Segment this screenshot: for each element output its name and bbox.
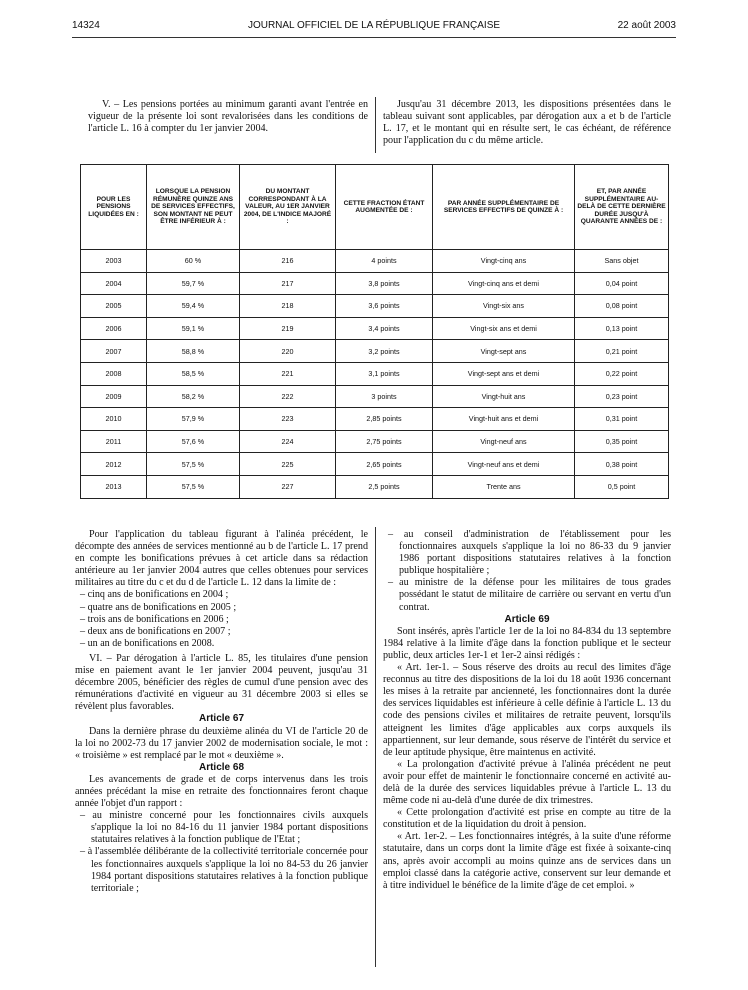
table-cell: 2011	[81, 430, 147, 453]
table-cell: 2,65 points	[336, 453, 433, 476]
table-cell: 3,6 points	[336, 295, 433, 318]
list-item: – quatre ans de bonifications en 2005 ;	[80, 601, 237, 613]
article-68-text: Les avancements de grade et de corps intervenus dans les trois années précédant la mise en retraite des fonctionnaires feront chaque année l'objet d'un rapport :	[75, 773, 368, 810]
table-cell: Vingt-neuf ans	[433, 430, 575, 453]
right-column	[383, 529, 671, 892]
column-header: PAR ANNÉE SUPPLÉMENTAIRE DE SERVICES EFFECTIFS DE QUINZE À :	[433, 165, 575, 250]
column-header: POUR LES PENSIONS LIQUIDÉES EN :	[81, 165, 147, 250]
table-cell: Vingt-cinq ans	[433, 250, 575, 273]
table-cell: 220	[240, 340, 336, 363]
table-cell: 57,5 %	[147, 453, 240, 476]
table-cell: Sans objet	[575, 250, 669, 273]
column-header: CETTE FRACTION ÉTANT AUGMENTÉE DE :	[336, 165, 433, 250]
table-row	[81, 317, 669, 340]
article-69-title: Article 69	[504, 613, 550, 625]
table-cell: 2004	[81, 272, 147, 295]
table-cell: 58,5 %	[147, 362, 240, 385]
article-67-title: Article 67	[198, 713, 245, 725]
table-cell: 0,23 point	[575, 385, 669, 408]
table-cell: 59,1 %	[147, 317, 240, 340]
list-item: – à l'assemblée délibérante de la collectivité territoriale concernée pour les fonctionnaires auxquels s'applique la loi no 84-53 du 26 janvier 1984 portant dispositions statutaires relatives à la fonction publique territoriale ;	[80, 846, 368, 894]
column-header: ET, PAR ANNÉE SUPPLÉMENTAIRE AU-DELÀ DE CETTE DERNIÈRE DURÉE JUSQU'À QUARANTE ANNÉES DE :	[575, 165, 669, 250]
table-cell: 2,75 points	[336, 430, 433, 453]
table-cell: 227	[240, 475, 336, 498]
table-cell: 218	[240, 295, 336, 318]
table-row	[81, 453, 669, 476]
table-row	[81, 272, 669, 295]
table-cell: 2003	[81, 250, 147, 273]
table-cell: 0,21 point	[575, 340, 669, 363]
header-rule	[72, 37, 676, 38]
table-cell: Vingt-six ans	[433, 295, 575, 318]
table-cell: 59,7 %	[147, 272, 240, 295]
table-row	[81, 385, 669, 408]
table-cell: Vingt-huit ans	[433, 385, 575, 408]
table-row	[81, 250, 669, 273]
column-header: LORSQUE LA PENSION RÉMUNÈRE QUINZE ANS DE SERVICES EFFECTIFS, SON MONTANT NE PEUT ÊTRE INFÉRIEUR À :	[147, 165, 240, 250]
table-cell: 57,9 %	[147, 408, 240, 431]
list-item: – au ministre de la défense pour les militaires de tous grades possédant le statut de militaire de carrière ou servant en vertu d'un contrat.	[388, 577, 671, 613]
table-cell: 2005	[81, 295, 147, 318]
table-cell: 2006	[81, 317, 147, 340]
table-cell: 2013	[81, 475, 147, 498]
quote-article-1-2: « Art. 1er-2. – Les fonctionnaires intégrés, à la suite d'une réforme statutaire, dans un corps dont la limite d'âge est fixée à soixante-cinq ans, après avoir accompli au moins quinze ans de services dans un emploi classé dans la catégorie active, conservent sur leur demande et à titre individuel le bénéfice de la limite d'âge de cet emploi. »	[383, 831, 671, 891]
table-cell: 3 points	[336, 385, 433, 408]
table-cell: 2010	[81, 408, 147, 431]
table-cell: 0,35 point	[575, 430, 669, 453]
journal-title: JOURNAL OFFICIEL DE LA RÉPUBLIQUE FRANÇAISE	[247, 20, 501, 31]
quote-prolongation: « La prolongation d'activité prévue à l'alinéa précédent ne peut avoir pour effet de maintenir le fonctionnaire concerné en activité au-delà de la durée des services liquidables prévue à l'article L. 13 du même code ni au-delà d'une durée de dix trimestres.	[383, 758, 671, 807]
table-cell: 2,5 points	[336, 475, 433, 498]
table-cell: 216	[240, 250, 336, 273]
table-cell: 3,8 points	[336, 272, 433, 295]
table-row	[81, 295, 669, 318]
table-header-row	[81, 165, 669, 250]
table-cell: Vingt-sept ans et demi	[433, 362, 575, 385]
table-cell: 2008	[81, 362, 147, 385]
table-cell: 58,2 %	[147, 385, 240, 408]
table-cell: 2,85 points	[336, 408, 433, 431]
paragraph-vi: VI. – Par dérogation à l'article L. 85, les titulaires d'une pension mise en paiement avant le 1er janvier 2004 peuvent, jusqu'au 31 décembre 2005, bénéficier des règles de cumul d'une pension avec des rémunérations d'activité en vigueur au 31 décembre 2003 si elles se révèlent plus favorables.	[75, 652, 368, 713]
article-68-title: Article 68	[198, 761, 245, 773]
table-cell: 58,8 %	[147, 340, 240, 363]
table-cell: 0,38 point	[575, 453, 669, 476]
table-cell: 0,22 point	[575, 362, 669, 385]
table-cell: 3,4 points	[336, 317, 433, 340]
intro-left	[88, 99, 368, 135]
table-cell: 222	[240, 385, 336, 408]
list-item: – au ministre concerné pour les fonctionnaires civils auxquels s'applique la loi no 84-16 du 11 janvier 1984 portant dispositions statutaires relatives à la fonction publique de l'Etat ;	[80, 810, 368, 846]
article-69-text: Sont insérés, après l'article 1er de la loi no 84-834 du 13 septembre 1984 relative à la limite d'âge dans la fonction publique et le secteur public, deux articles 1er-1 et 1er-2 ainsi rédigés :	[383, 625, 671, 661]
table-cell: 225	[240, 453, 336, 476]
table-cell: 2009	[81, 385, 147, 408]
table-cell: 0,04 point	[575, 272, 669, 295]
table-cell: 219	[240, 317, 336, 340]
quote-prise-en-compte: « Cette prolongation d'activité est prise en compte au titre de la constitution et de la liquidation du droit à pension.	[383, 807, 671, 831]
table-row	[81, 430, 669, 453]
table-cell: 223	[240, 408, 336, 431]
table-cell: Vingt-six ans et demi	[433, 317, 575, 340]
page-number: 14324	[72, 20, 100, 31]
list-item: – un an de bonifications en 2008.	[80, 637, 215, 649]
table-cell: Trente ans	[433, 475, 575, 498]
table-cell: 0,5 point	[575, 475, 669, 498]
table-cell: Vingt-cinq ans et demi	[433, 272, 575, 295]
table-row	[81, 475, 669, 498]
list-item: – au conseil d'administration de l'établissement pour les fonctionnaires auxquels s'applique la loi no 86-33 du 9 janvier 1986 portant dispositions statutaires relatives à la fonction publique hospitalière ;	[388, 529, 671, 577]
article-67-text: Dans la dernière phrase du deuxième alinéa du VI de l'article 20 de la loi no 2002-73 du 17 janvier 2002 de modernisation sociale, le mot : « troisième » est remplacé par le mot « deuxième ».	[75, 725, 368, 761]
list-item: – trois ans de bonifications en 2006 ;	[80, 613, 229, 625]
table-cell: 57,6 %	[147, 430, 240, 453]
table-cell: 59,4 %	[147, 295, 240, 318]
table-cell: 3,2 points	[336, 340, 433, 363]
table-cell: 57,5 %	[147, 475, 240, 498]
table-cell: Vingt-huit ans et demi	[433, 408, 575, 431]
table-cell: 0,31 point	[575, 408, 669, 431]
list-item: – cinq ans de bonifications en 2004 ;	[80, 589, 229, 601]
table-cell: 2012	[81, 453, 147, 476]
table-cell: 217	[240, 272, 336, 295]
table-body	[81, 250, 669, 499]
quote-article-1-1: « Art. 1er-1. – Sous réserve des droits au recul des limites d'âge reconnus au titre des dispositions de la loi du 18 août 1936 concernant les mises à la retraite par ancienneté, les fonctionnaires dont la durée des services liquidables est inférieure à celle définie à l'article L. 13 du code des pensions civiles et militaires de retraite peuvent, lorsqu'ils atteignent les limites d'âge applicables aux corps auxquels ils appartiennent, sur leur demande, sous réserve de l'intérêt du service et de leur aptitude physique, être maintenus en activité.	[383, 662, 671, 758]
list-item: – deux ans de bonifications en 2007 ;	[80, 625, 231, 637]
table-cell: 224	[240, 430, 336, 453]
left-column	[75, 529, 368, 895]
page-header	[72, 20, 676, 36]
intro-right	[383, 99, 671, 147]
column-header: DU MONTANT CORRESPONDANT À LA VALEUR, AU 1ER JANVIER 2004, DE L'INDICE MAJORÉ :	[240, 165, 336, 250]
table-row	[81, 362, 669, 385]
table-cell: 4 points	[336, 250, 433, 273]
table-cell: 0,13 point	[575, 317, 669, 340]
issue-date: 22 août 2003	[617, 20, 676, 31]
table-cell: Vingt-neuf ans et demi	[433, 453, 575, 476]
table-cell: Vingt-sept ans	[433, 340, 575, 363]
pension-table	[80, 164, 669, 499]
table-cell: 221	[240, 362, 336, 385]
paragraph-v: V. – Les pensions portées au minimum garanti avant l'entrée en vigueur de la présente loi sont revalorisées dans les conditions de l'article L. 16 à compter du 1er janvier 2004.	[88, 99, 368, 135]
bonification-paragraph: Pour l'application du tableau figurant à l'alinéa précédent, le décompte des années de services mentionné au b de l'article L. 17 prend en compte les bonifications prévues à cet article dans sa rédaction antérieure au 1er janvier 2004 autres que celles obtenues pour services militaires au titre du c et du d de l'article L. 12 dans la limite de :	[75, 529, 368, 589]
table-cell: 2007	[81, 340, 147, 363]
table-row	[81, 408, 669, 431]
column-divider-top	[375, 97, 376, 153]
table-cell: 60 %	[147, 250, 240, 273]
table-cell: 0,08 point	[575, 295, 669, 318]
table-row	[81, 340, 669, 363]
column-divider-bottom	[375, 527, 376, 967]
paragraph-jusqua: Jusqu'au 31 décembre 2013, les dispositions présentées dans le tableau suivant sont applicables, par dérogation aux a et b de l'article L. 17, et le montant qui en résulte sert, le cas échéant, de référence pour l'application du c du même article.	[383, 99, 671, 147]
table-cell: 3,1 points	[336, 362, 433, 385]
